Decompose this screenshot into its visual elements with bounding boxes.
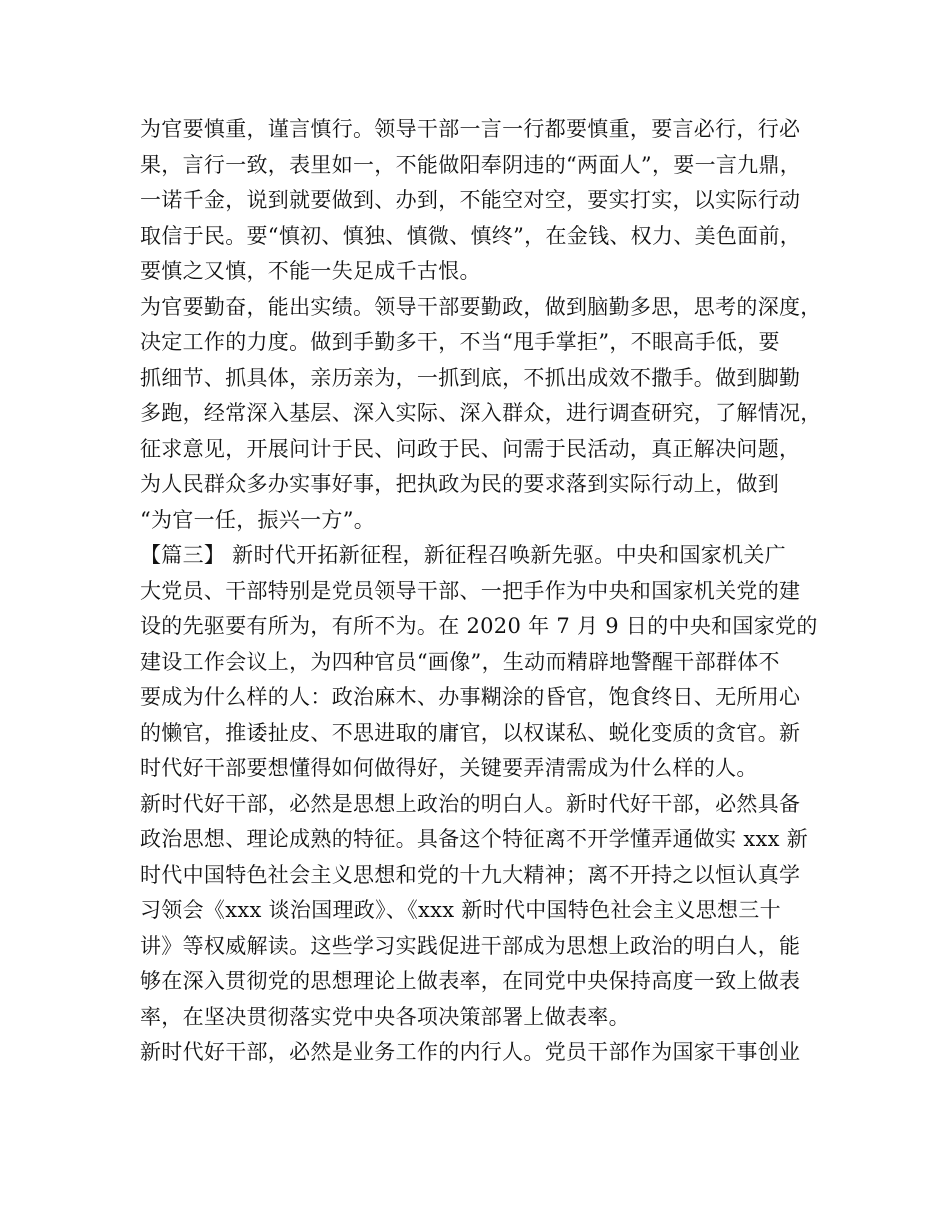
text-line: 新时代好干部，必然是业务工作的内行人。党员干部作为国家干事创业	[140, 1040, 801, 1064]
text-line: 为官要勤奋，能出实绩。领导干部要勤政，做到脑勤多思，思考的深度，	[140, 294, 822, 319]
text-line: 果，言行一致，表里如一，不能做阳奉阴违的“两面人”，要一言九鼎，	[140, 152, 802, 177]
text-line: “为官一任，振兴一方”。	[140, 507, 376, 532]
text-line: 多跑，经常深入基层、深入实际、深入群众，进行调查研究，了解情况，	[140, 401, 822, 425]
text-line: 的懒官，推诿扯皮、不思进取的庸官，以权谋私、蜕化变质的贪官。新	[140, 720, 801, 745]
text-line: 要成为什么样的人：政治麻木、办事糊涂的昏官，饱食终日、无所用心	[140, 685, 801, 709]
text-line: 【篇三】 新时代开拓新征程，新征程召唤新先驱。中央和国家机关广	[140, 543, 786, 567]
text-line: 时代中国特色社会主义思想和党的十九大精神；离不开持之以恒认真学	[140, 862, 801, 887]
text-line: 一诺千金，说到就要做到、办到，不能空对空，要实打实，以实际行动	[140, 188, 801, 212]
text-line: 率，在坚决贯彻落实党中央各项决策部署上做表率。	[140, 1004, 630, 1029]
text-line: 讲》等权威解读。这些学习实践促进干部成为思想上政治的明白人，能	[140, 933, 801, 958]
text-line: 够在深入贯彻党的思想理论上做表率，在同党中央保持高度一致上做表	[140, 969, 801, 993]
text-line: 大党员、干部特别是党员领导干部、一把手作为中央和国家机关党的建	[140, 578, 801, 603]
text-line: 决定工作的力度。做到手勤多干，不当“甩手掌拒”，不眼高手低，要	[140, 330, 780, 354]
text-line: 抓细节、抓具体，亲历亲为，一抓到底，不抓出成效不撒手。做到脚勤	[140, 365, 801, 390]
text-line: 为人民群众多办实事好事，把执政为民的要求落到实际行动上，做到	[140, 472, 779, 496]
text-line: 要慎之又慎，不能一失足成千古恨。	[140, 259, 481, 283]
text-line: 政治思想、理论成熟的特征。具备这个特征离不开学懂弄通做实 xxx 新	[140, 827, 809, 851]
text-line: 为官要慎重，谨言慎行。领导干部一言一行都要慎重，要言必行，行必	[140, 117, 801, 141]
text-line: 征求意见，开展问计于民、问政于民、问需于民活动，真正解决问题，	[140, 436, 801, 461]
text-line: 习领会《xxx 谈治国理政》、《xxx 新时代中国特色社会主义思想三十	[140, 898, 781, 922]
text-line: 新时代好干部，必然是思想上政治的明白人。新时代好干部，必然具备	[140, 791, 801, 816]
text-line: 建设工作会议上，为四种官员“画像”，生动而精辟地警醒干部群体不	[140, 649, 780, 674]
text-line: 时代好干部要想懂得如何做得好，关键要弄清需成为什么样的人。	[140, 756, 758, 780]
text-line: 设的先驱要有所为，有所不为。在 2020 年 7 月 9 日的中央和国家党的	[140, 614, 818, 638]
body-text	[140, 112, 830, 1071]
text-line: 取信于民。要“慎初、慎独、慎微、慎终”，在金钱、权力、美色面前，	[140, 223, 802, 248]
